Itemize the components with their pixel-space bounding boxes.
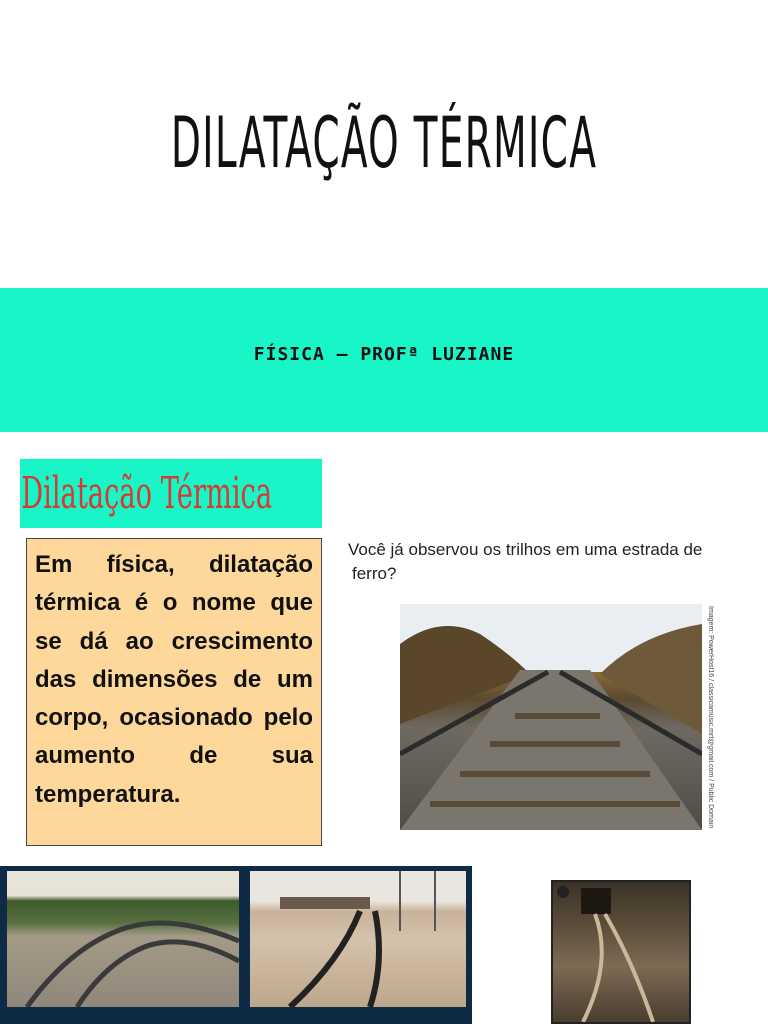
question-line-2: ferro? xyxy=(352,564,397,583)
question-text xyxy=(348,538,758,586)
warped-rails-left-illustration xyxy=(7,871,239,1007)
tunnel-tracks-photo xyxy=(551,880,691,1024)
warped-rails-photo-right xyxy=(250,871,466,1007)
railway-tracks-photo xyxy=(400,604,702,830)
warped-rails-photo-left xyxy=(7,871,239,1007)
warped-rails-right-illustration xyxy=(250,871,466,1007)
slide-title: DILATAÇÃO TÉRMICA xyxy=(170,102,598,184)
tunnel-tracks-illustration xyxy=(553,882,689,1022)
definition-box: Em física, dilatação térmica é o nome que se dá ao crescimento das dimensões de um corpo, ocasionado pelo aumento de sua temperatura. xyxy=(26,538,322,846)
railway-tracks-illustration xyxy=(400,604,702,830)
section-heading-box xyxy=(20,459,322,528)
section-heading: Dilatação Térmica xyxy=(21,468,273,519)
question-line-1: Você já observou os trilhos em uma estrada de xyxy=(348,540,703,559)
image-credit: Imagem: PowerHost16 / classicamusic.mrt@gmail.com / Public Domain xyxy=(707,606,714,828)
course-subtitle: FÍSICA – PROFª LUZIANE xyxy=(253,344,515,365)
